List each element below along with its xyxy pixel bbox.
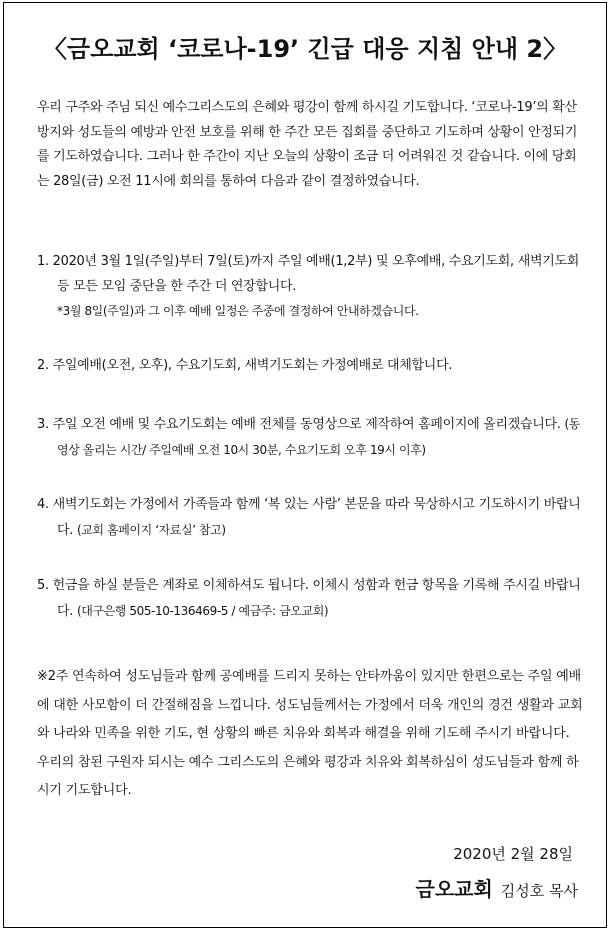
notice-item-2 xyxy=(37,354,582,379)
signature xyxy=(416,873,579,902)
notice-item-1-note: *3월 8일(주일)과 그 이후 예배 일정은 주중에 결정하여 안내하겠습니다. xyxy=(57,304,419,318)
notice-item-3 xyxy=(37,412,582,463)
page-title: 〈금오교회 ‘코로나-19’ 긴급 대응 지침 안내 2〉 xyxy=(42,35,568,63)
church-name: 금오교회 xyxy=(415,877,493,901)
notice-date: 2020년 2월 28일 xyxy=(453,845,573,863)
notice-item-5 xyxy=(37,574,582,624)
notice-item-1 xyxy=(37,250,582,323)
notice-item-1-text: 1. 2020년 3월 1일(주일)부터 7일(토)까지 주일 예배(1,2부) 및 오후예배, 수요기도회, 새벽기도회 등 모든 모임 중단을 한 주간 더 연장합니다. xyxy=(37,254,579,294)
notice-item-3-note: (동영상 올리는 시간/ 주일예배 오전 10시 30분, 수요기도회 오후 19시 이후) xyxy=(57,417,580,457)
notice-item-4 xyxy=(37,493,582,543)
notice-item-2-text: 2. 주일예배(오전, 오후), 수요기도회, 새벽기도회는 가정예배로 대체합니다. xyxy=(37,358,453,373)
notice-item-5-text: 5. 헌금을 하실 분들은 계좌로 이체하셔도 됩니다. 이체시 성함과 헌금 항목을 기록해 주시길 바랍니다. xyxy=(37,578,581,619)
notice-page xyxy=(3,2,607,928)
notice-item-4-note: (교회 홈페이지 ‘자료실’ 참고) xyxy=(76,522,226,537)
pastor-name: 김성호 목사 xyxy=(500,882,578,900)
closing-paragraph: ※2주 연속하여 성도님들과 함께 공예배를 드리지 못하는 안타까움이 있지만 한편으로는 주일 예배에 대한 사모함이 더 간절해짐을 느낍니다. 성도님들께서는 가정에서 더욱 개인의 경건 생활과 교회와 나라와 민족을 위한 기도, 현 상황의 빠른 치유와 회복과 해결을 위해 기도해 주시기 바랍니다. 우리의 참된 구원자 되시는 예수 그리스도의 은혜와 평강과 치유와 회복하심이 성도님들과 함께 하시기 기도합니다. xyxy=(37,669,583,798)
intro-paragraph: 우리 구주와 주님 되신 예수그리스도의 은혜와 평강이 함께 하시길 기도합니다. ‘코로나-19’의 확산 방지와 성도들의 예방과 안전 보호를 위해 한 주간 모든 집회를 중단하고 기도하며 상황이 안정되기를 기도하였습니다. 그러나 한 주간이 지난 오늘의 상황이 조금 더 어려워진 것 같습니다. 이에 당회는 28일(금) 오전 11시에 회의를 통하여 다음과 같이 결정하였습니다. xyxy=(37,100,578,189)
notice-item-5-note: (대구은행 505-10-136469-5 / 예금주: 금오교회) xyxy=(76,603,329,618)
notice-item-4-text: 4. 새벽기도회는 가정에서 가족들과 함께 ‘복 있는 사람’ 본문을 따라 묵상하시고 기도하시기 바랍니다. xyxy=(37,497,581,538)
notice-item-3-text: 3. 주일 오전 예배 및 수요기도회는 예배 전체를 동영상으로 제작하여 홈페이지에 올리겠습니다. xyxy=(37,417,561,432)
